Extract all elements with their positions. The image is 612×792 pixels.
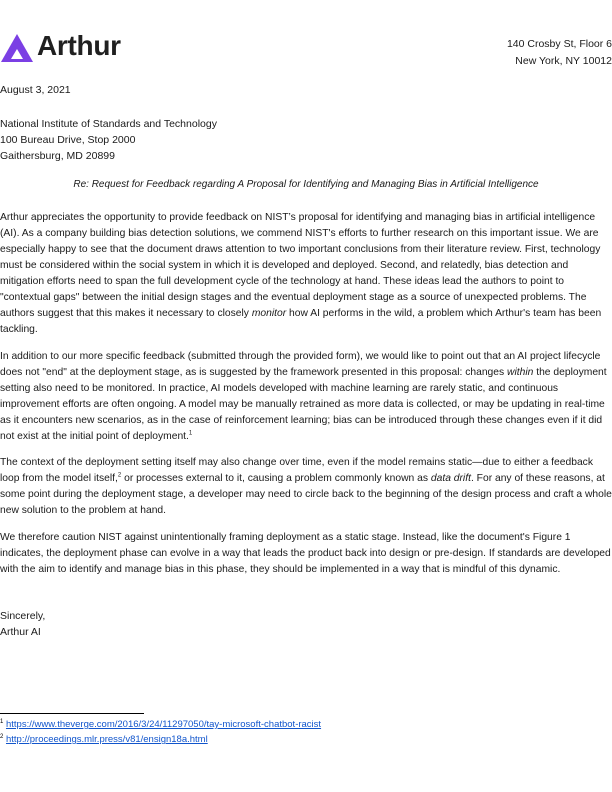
sender-address — [507, 36, 612, 70]
paragraph-2: In addition to our more specific feedback (submitted through the provided form), we would like to point out that an AI project lifecycle does not "end" at the deployment stage, as is suggested by the framework presented in this proposal: changes within the deployment setting also need to be monitored. In practice, AI models developed with machine learning are rarely static, and continuous improvement efforts are often ongoing. A model may be manually retrained as more data is collected, or may be updating in real-time as it encounters new scenarios, as in the case of reinforcement learning; bias can be introduced through these changes even if it did not exist at the initial point of deployment.$^1$ — [0, 350, 607, 442]
footnotes — [0, 716, 321, 746]
footnote-2-link[interactable]: http://proceedings.mlr.press/v81/ensign18a.html — [5, 734, 208, 746]
footnote-ref-1: 1 — [188, 430, 193, 437]
signer: Arthur AI — [0, 626, 41, 638]
arthur-logo-mark-icon — [0, 33, 34, 63]
footnote-1-link[interactable]: https://www.theverge.com/2016/3/24/11297050/tay-microsoft-chatbot-racist — [5, 719, 322, 731]
recipient-city: Gaithersburg, MD 20899 — [0, 150, 115, 162]
subject-line: Re: Request for Feedback regarding A Proposal for Identifying and Managing Bias in Artificial Intelligence — [73, 179, 539, 190]
paragraph-1: Arthur appreciates the opportunity to provide feedback on NIST’s proposal for identifying and managing bias in artificial intelligence (AI). As a company building bias detection solutions, we commend NIST's efforts to further research on this important issue. We are especially happy to see that the document draws attention to two important conclusions from their literature review. First, technology must be considered within the social system in which it is developed and deployed. Second, and relatedly, bias detection and mitigation efforts need to span the full development cycle of the technology at hand. These ideas lead the authors to point to "contextual gaps" between the initial design stages and the eventual deployment stage as a source of unexpected problems. The authors suggest that this makes it necessary to closely monitor how AI performs in the wild, a problem which Arthur's team has been tackling. — [0, 212, 602, 335]
brand-name: Arthur — [37, 30, 121, 61]
letter-body — [0, 210, 612, 588]
sender-address-line2: New York, NY 10012 — [515, 55, 612, 67]
closing — [0, 608, 45, 640]
paragraph-3: The context of the deployment setting itself may also change over time, even if the model remains static—due to either a feedback loop from the model itself,$^2$ or processes external to it, causing a problem commonly known as data drift. For any of these reasons, at some point during the deployment stage, a developer may need to circle back to the beginning of the design process and craft a whole new solution to the problem at hand. — [0, 457, 612, 516]
footnote-1: $^1$ https://www.theverge.com/2016/3/24/11297050/tay-microsoft-chatbot-racist — [0, 719, 322, 731]
sender-address-line1: 140 Crosby St, Floor 6 — [506, 38, 612, 50]
footnote-divider — [0, 713, 144, 714]
arthur-logo — [0, 30, 125, 65]
recipient-address — [0, 116, 217, 164]
recipient-street: 100 Bureau Drive, Stop 2000 — [0, 134, 136, 146]
salutation: Sincerely, — [0, 610, 46, 622]
footnote-ref-2: 2 — [117, 472, 122, 479]
paragraph-4: We therefore caution NIST against unintentionally framing deployment as a static stage. Instead, like the document's Figure 1 indicates, the deployment phase can evolve in a way that leads the product back into design or pre-design. If standards are developed with the aim to identify and manage bias in this phase, they should be implemented in a way that is mindful of this dynamic. — [0, 531, 611, 575]
letter-date: August 3, 2021 — [0, 84, 71, 96]
footnote-2: $^2$ http://proceedings.mlr.press/v81/ensign18a.html — [0, 734, 208, 746]
recipient-org: National Institute of Standards and Technology — [0, 118, 217, 130]
